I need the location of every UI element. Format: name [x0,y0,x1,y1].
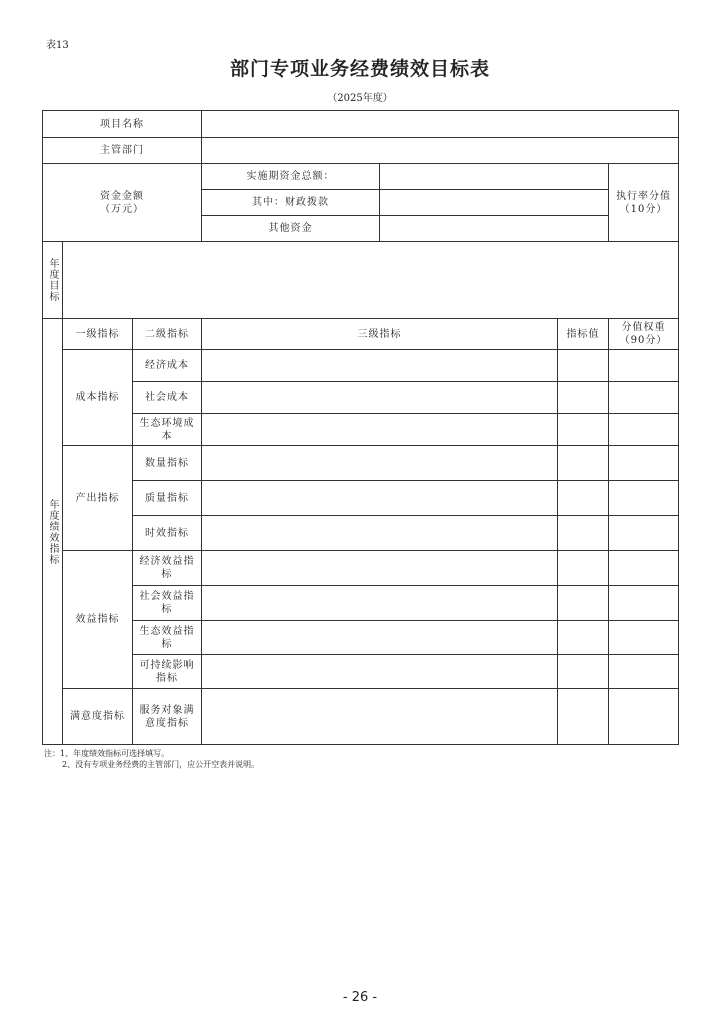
weight-field[interactable] [609,621,679,655]
indicator-row [43,586,679,621]
fund-other-label: 其他资金 [202,216,380,242]
col-level3-header: 三级指标 [202,319,558,350]
fund-amount-title: 资金金额 [100,190,144,202]
level3-field[interactable] [202,382,558,414]
exec-rate-score: （10分） [619,203,668,215]
weight-field[interactable] [609,350,679,382]
level1-benefit: 效益指标 [63,551,133,689]
weight-field[interactable] [609,481,679,516]
annual-goal-label: 年度目标 [43,242,63,319]
fund-fiscal-field[interactable] [380,190,609,216]
value-field[interactable] [558,481,609,516]
value-field[interactable] [558,516,609,551]
fund-amount-unit: （万元） [100,203,144,215]
footnotes [44,748,259,770]
weight-field[interactable] [609,382,679,414]
col-weight-header [609,319,679,350]
weight-field[interactable] [609,516,679,551]
indicator-row [43,481,679,516]
level2-item: 可持续影响指标 [133,655,202,689]
table-number: 表13 [46,40,69,51]
indicator-row [43,621,679,655]
indicator-row [43,551,679,586]
level3-field[interactable] [202,414,558,446]
indicator-row [43,446,679,481]
weight-field[interactable] [609,551,679,586]
project-name-label: 项目名称 [43,111,202,138]
fund-total-field[interactable] [380,164,609,190]
level3-field[interactable] [202,446,558,481]
exec-rate-label [609,164,679,242]
footnote-2: 2、没有专项业务经费的主管部门，应公开空表并说明。 [62,760,260,769]
value-field[interactable] [558,689,609,745]
level3-field[interactable] [202,689,558,745]
level3-field[interactable] [202,350,558,382]
value-field[interactable] [558,350,609,382]
indicator-row [43,689,679,745]
indicator-row [43,414,679,446]
level3-field[interactable] [202,655,558,689]
weight-field[interactable] [609,689,679,745]
level2-item: 时效指标 [133,516,202,551]
indicator-row [43,350,679,382]
value-field[interactable] [558,446,609,481]
level2-item: 经济效益指标 [133,551,202,586]
level1-cost: 成本指标 [63,350,133,446]
col-value-header: 指标值 [558,319,609,350]
indicator-row [43,655,679,689]
value-field[interactable] [558,655,609,689]
weight-field[interactable] [609,655,679,689]
weight-field[interactable] [609,446,679,481]
project-name-row [43,111,679,138]
performance-target-table [42,110,679,745]
level2-item: 生态效益指标 [133,621,202,655]
level3-field[interactable] [202,586,558,621]
level1-satisfaction: 满意度指标 [63,689,133,745]
department-label: 主管部门 [43,138,202,164]
level2-item: 生态环境成本 [133,414,202,446]
value-field[interactable] [558,382,609,414]
indicator-side-label: 年度绩效指标 [43,319,63,745]
level2-item: 服务对象满意度指标 [133,689,202,745]
indicator-row [43,516,679,551]
annual-goal-row [43,242,679,319]
level2-item: 社会效益指标 [133,586,202,621]
level3-field[interactable] [202,551,558,586]
level2-item: 经济成本 [133,350,202,382]
level2-item: 数量指标 [133,446,202,481]
value-field[interactable] [558,551,609,586]
col-level2-header: 二级指标 [133,319,202,350]
weight-field[interactable] [609,586,679,621]
level2-item: 质量指标 [133,481,202,516]
year-label: （2025年度） [327,93,393,104]
col-weight-title: 分值权重 [621,322,666,333]
level3-field[interactable] [202,516,558,551]
level3-field[interactable] [202,481,558,516]
fund-fiscal-label: 其中：财政拨款 [202,190,380,216]
value-field[interactable] [558,586,609,621]
page-title: 部门专项业务经费绩效目标表 [229,58,490,80]
col-level1-header: 一级指标 [63,319,133,350]
indicator-row [43,382,679,414]
level1-output: 产出指标 [63,446,133,551]
level3-field[interactable] [202,621,558,655]
col-weight-score: （90分） [619,335,668,346]
department-row [43,138,679,164]
department-field[interactable] [202,138,679,164]
annual-goal-field[interactable] [63,242,679,319]
fund-total-row [43,164,679,190]
level2-item: 社会成本 [133,382,202,414]
fund-other-field[interactable] [380,216,609,242]
weight-field[interactable] [609,414,679,446]
fund-amount-label [43,164,202,242]
footnote-1: 注：1、年度绩效指标可选择填写。 [44,749,170,758]
indicator-header-row [43,319,679,350]
project-name-field[interactable] [202,111,679,138]
fund-total-label: 实施期资金总额： [202,164,380,190]
page-number: - 26 - [342,990,378,1005]
value-field[interactable] [558,414,609,446]
value-field[interactable] [558,621,609,655]
exec-rate-title: 执行率分值 [616,190,672,202]
